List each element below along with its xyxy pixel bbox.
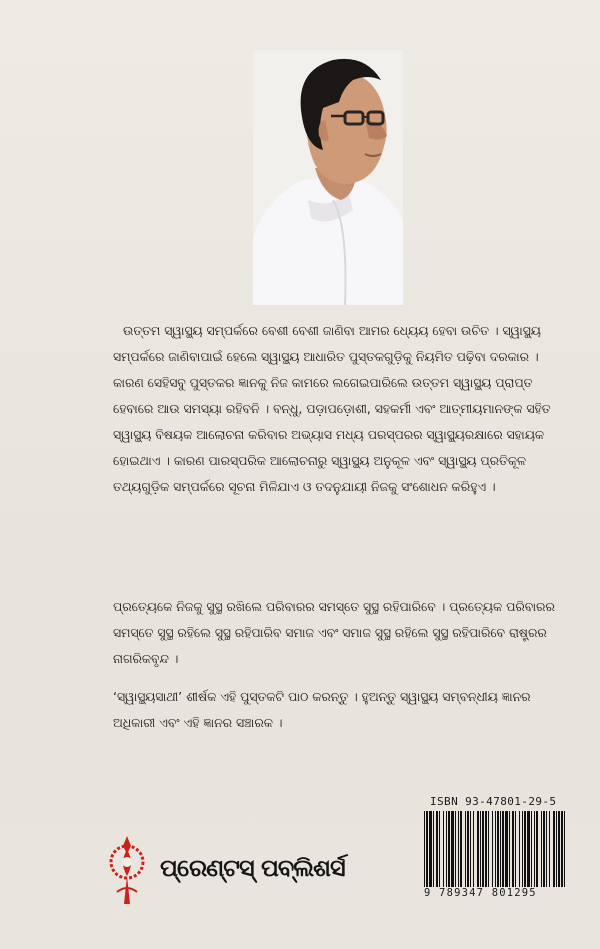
barcode-bar — [534, 811, 535, 887]
barcode-bar — [424, 811, 425, 887]
barcode-bar — [558, 811, 560, 887]
barcode-bar — [465, 811, 466, 887]
barcode-bar — [502, 811, 504, 887]
barcode-bar — [553, 811, 555, 887]
barcode-bar — [467, 811, 469, 887]
barcode-bar — [443, 811, 444, 887]
barcode-bar — [522, 811, 523, 887]
barcode-bar — [549, 811, 550, 887]
publisher-logo-icon — [97, 832, 157, 912]
barcode-digits: 9 789347 801295 — [424, 887, 537, 899]
barcode-bar — [543, 811, 545, 887]
barcode-bar — [531, 811, 532, 887]
isbn-barcode — [420, 795, 573, 903]
barcode-bar — [455, 811, 456, 887]
barcode-bar — [477, 811, 479, 887]
barcode-bar — [473, 811, 474, 887]
barcode-bar — [505, 811, 508, 887]
barcode-bar — [482, 811, 484, 887]
barcode-bar — [448, 811, 450, 887]
barcode-bar — [519, 811, 520, 887]
barcode-bar — [429, 811, 432, 887]
barcode-bar — [527, 811, 530, 887]
barcode-bar — [512, 811, 514, 887]
isbn-label: ISBN 93-47801-29-5 — [430, 795, 557, 808]
blurb-paragraph-2: ପ୍ରତ୍ୟେକେ ନିଜକୁ ସୁସ୍ଥ ରଖିଲେ ପରିବାରର ସମସ୍ତେ ସୁସ୍ଥ ରହିପାରିବେ । ପ୍ରତ୍ୟେକ ପରିବାରର ସମସ୍ତେ ସୁସ୍ଥ ରହିଲେ ସୁସ୍ଥ ରହିପାରିବ ସମାଜ ଏବଂ ସମାଜ ସୁସ୍ଥ ରହିଲେ ସୁସ୍ଥ ରହିପାରିବେ ରାଷ୍ଟ୍ରର ନାଗରିକବୃନ୍ଦ । — [113, 599, 555, 666]
barcode-bar — [451, 811, 454, 887]
barcode-bar — [426, 811, 428, 887]
barcode-bar — [495, 811, 496, 887]
barcode-bar — [536, 811, 538, 887]
barcode-bar — [433, 811, 434, 887]
barcode-bar — [458, 811, 459, 887]
barcode-bar — [564, 811, 565, 887]
barcode-bars — [422, 811, 572, 887]
barcode-bar — [480, 811, 481, 887]
barcode-bar — [492, 811, 493, 887]
barcode-bar — [524, 811, 526, 887]
barcode-bar — [470, 811, 471, 887]
author-photo — [253, 50, 403, 305]
barcode-bar — [439, 811, 440, 887]
barcode-bar — [561, 811, 563, 887]
barcode-bar — [546, 811, 547, 887]
publisher-name: ପ୍ରେଣ୍ଟସ୍ ପବ୍ଲିଶର୍ସ — [160, 854, 345, 882]
barcode-bar — [541, 811, 542, 887]
barcode-bar — [509, 811, 510, 887]
barcode-bar — [460, 811, 462, 887]
blurb-paragraph-3: ‘ସ୍ୱାସ୍ଥ୍ୟସାଥୀ’ ଶୀର୍ଷକ ଏହି ପୁସ୍ତକଟି ପାଠ କରନ୍ତୁ । ହୁଅନ୍ତୁ ସ୍ୱାସ୍ଥ୍ୟ ସମ୍ବନ୍ଧୀୟ ଜ୍ଞାନର ଅଧିକାରୀ ଏବଂ ଏହି ଜ୍ଞାନର ସଞ୍ଚାରକ । — [113, 689, 531, 730]
barcode-bar — [497, 811, 499, 887]
barcode-bar — [515, 811, 516, 887]
blurb-paragraph-1: ଉତ୍ତମ ସ୍ୱାସ୍ଥ୍ୟ ସମ୍ପର୍କରେ ବେଶୀ ବେଶୀ ଜାଣିବା ଆମର ଧ୍ୟେୟ ହେବା ଉଚିତ । ସ୍ୱାସ୍ଥ୍ୟ ସମ୍ପର୍କରେ ଜାଣିବାପାଇଁ ହେଲେ ସ୍ୱାସ୍ଥ୍ୟ ଆଧାରିତ ପୁସ୍ତକଗୁଡ଼ିକୁ ନିୟମିତ ପଢ଼ିବା ଦରକାର । କାରଣ ସେହିସବୁ ପୁସ୍ତକର ଜ୍ଞାନକୁ ନିଜ କାମରେ ଲଗେଇପାରିଲେ ଉତ୍ତମ ସ୍ୱାସ୍ଥ୍ୟ ପ୍ରାପ୍ତ ହେବାରେ ଆଉ ସମସ୍ୟା ରହିବନି । ବନ୍ଧୁ, ପଡ଼ାପଡ଼ୋଶୀ, ସହକର୍ମୀ ଏବଂ ଆତ୍ମୀୟମାନଙ୍କ ସହିତ ସ୍ୱାସ୍ଥ୍ୟ ବିଷୟକ ଆଲୋଚନା କରିବାର ଅଭ୍ୟାସ ମଧ୍ୟ ପରସ୍ପରର ସ୍ୱାସ୍ଥ୍ୟରକ୍ଷାରେ ସହାୟକ ହୋଇଥାଏ । କାରଣ ପାରସ୍ପରିକ ଆଲୋଚନାରୁ ସ୍ୱାସ୍ଥ୍ୟ ଅନୁକୂଳ ଏବଂ ସ୍ୱାସ୍ଥ୍ୟ ପ୍ରତିକୂଳ ତଥ୍ୟଗୁଡ଼ିକ ସମ୍ପର୍କରେ ସୂଚନା ମିଳିଯାଏ ଓ ତଦନୁଯାୟୀ ନିଜକୁ ସଂଶୋଧନ କରିହୁଏ । — [113, 323, 551, 494]
barcode-bar — [500, 811, 501, 887]
barcode-bar — [446, 811, 447, 887]
barcode-bar — [556, 811, 557, 887]
barcode-bar — [488, 811, 489, 887]
barcode-bar — [485, 811, 487, 887]
barcode-bar — [436, 811, 438, 887]
